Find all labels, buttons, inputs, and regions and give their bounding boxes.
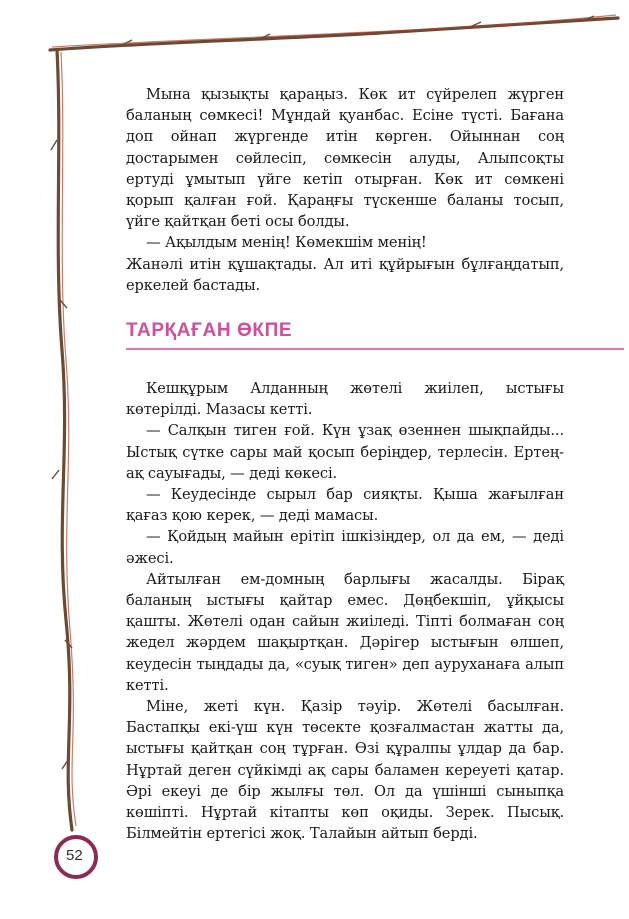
paragraph: Жанәлі итін құшақтады. Ал иті құйрығын бұлғаңдатып, еркелей бастады. — [126, 255, 564, 294]
paragraph: Кешқұрым Алданның жөтелі жиілеп, ыстығы көтерілді. Мазасы кетті. — [126, 380, 564, 419]
heading-divider — [126, 348, 624, 350]
paragraph: — Ақылдым менің! Көмекшім менің! — [146, 234, 427, 252]
section-heading: ТАРҚАҒАН ӨКПЕ — [126, 320, 293, 341]
paragraph: Міне, жеті күн. Қазір тәуір. Жөтелі басылған. Бастапқы екі-үш күн төсекте қозғалмастан жатты да, ыстығы қайтқан соң тұрған. Өзі құралпы ұлдар да бар. Нұртай деген сүйкімді ақ сары баламен кереуеті қатар. Әрі екеуі де бір жылғы төл. Ол да үшінші сыныпқа көшіпті. Нұртай кітапты көп оқиды. Зерек. Пысық. Білмейтін ертегісі жоқ. Талайын айтып берді. — [126, 698, 564, 843]
paragraph: — Салқын тиген ғой. Күн ұзақ өзеннен шықпайды... Ыстық сүтке сары май қосып беріңдер, терлесін. Ертең-ақ сауығады, — деді көкесі. — [126, 422, 564, 482]
page-number: 52 — [66, 847, 83, 864]
paragraph: Айтылған ем-домның барлығы жасалды. Бірақ баланың ыстығы қайтар емес. Дөңбекшіп, ұйқысы қашты. Жөтелі одан сайын жиіледі. Тіпті болмаған соң жедел жәрдем шақыртқан. Дәрігер ыстығын өлшеп, кеудесін тыңдады да, «суық тиген» деп ауруханаға алып кетті. — [126, 570, 564, 694]
paragraph: Мына қызықты қараңыз. Көк ит сүйрелеп жүрген баланың сөмкесі! Мұндай қуанбас. Есіне түсті. Бағана доп ойнап жүргенде итін көрген. Ойыннан соң достарымен сөйлесіп, сөмкесін алуды, Алыпсоқты ертуді ұмытып үйге кетіп отырған. Көк ит сөмкені қорып қалған ғой. Қараңғы түскенше баланы тосып, үйге қайтқан беті осы болды. — [126, 86, 564, 231]
story-body — [126, 378, 564, 844]
paragraph: — Кеудесінде сырыл бар сияқты. Қыша жағылған қағаз қою керек, — деді мамасы. — [126, 486, 564, 525]
story-continuation — [126, 84, 564, 296]
paragraph: — Қойдың майын ерітіп ішкізіңдер, ол да ем, — деді әжесі. — [126, 528, 564, 567]
